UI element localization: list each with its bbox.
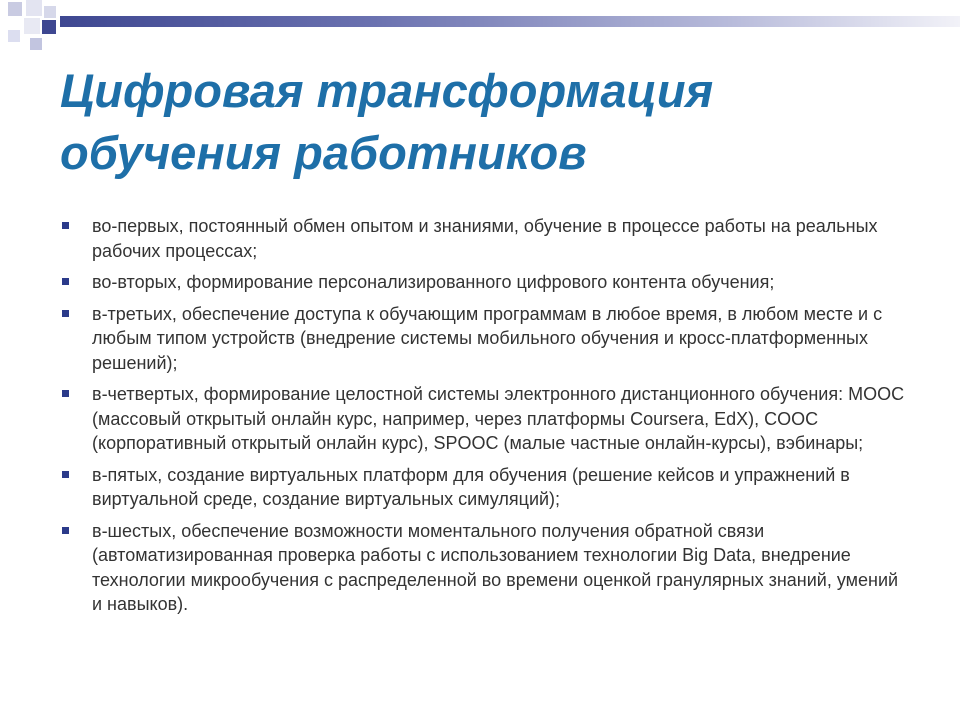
decorative-square <box>8 30 20 42</box>
decorative-square <box>8 2 22 16</box>
list-item <box>62 382 912 456</box>
list-item <box>62 302 912 376</box>
list-item <box>62 214 912 263</box>
decorative-square <box>24 18 40 34</box>
list-item-text: в-третьих, обеспечение доступа к обучающим программам в любое время, в любом месте и с любым типом устройств (внедрение системы мобильного обучения и кросс-платформенных решений); <box>92 303 883 373</box>
list-item-text: в-четвертых, формирование целостной системы электронного дистанционного обучения: MOOC (массовый открытый онлайн курс, например, через платформы Coursera, EdX), COOC (корпоративный открытый онлайн курс), SPOOC (малые частные онлайн-курсы), вэбинары; <box>92 384 905 453</box>
list-item-text: во-первых, постоянный обмен опытом и знаниями, обучение в процессе работы на реальных рабочих процессах; <box>92 216 878 261</box>
decorative-square <box>30 38 42 50</box>
bullet-list <box>62 214 912 624</box>
header-gradient-bar <box>60 16 960 27</box>
bullet-square-icon <box>62 527 69 534</box>
list-item <box>62 519 912 617</box>
slide-title: Цифровая трансформация обучения работников <box>60 64 714 179</box>
bullet-square-icon <box>62 310 69 317</box>
decorative-square <box>26 0 42 16</box>
bullet-square-icon <box>62 222 69 229</box>
list-item-text: в-шестых, обеспечение возможности моментального получения обратной связи (автоматизированная проверка работы с использованием технологии Big Data, внедрение технологии микрообучения с распределенной во времени оценкой гранулярных знаний, умений и навыков). <box>92 520 899 614</box>
list-item <box>62 463 912 512</box>
bullet-square-icon <box>62 471 69 478</box>
bullet-square-icon <box>62 390 69 397</box>
decorative-square <box>44 6 56 18</box>
decorative-square <box>42 20 56 34</box>
list-item-text: во-вторых, формирование персонализированного цифрового контента обучения; <box>92 272 775 292</box>
bullet-square-icon <box>62 278 69 285</box>
list-item <box>62 270 912 295</box>
list-item-text: в-пятых, создание виртуальных платформ для обучения (решение кейсов и упражнений в виртуальной среде, создание виртуальных симуляций); <box>92 464 850 509</box>
